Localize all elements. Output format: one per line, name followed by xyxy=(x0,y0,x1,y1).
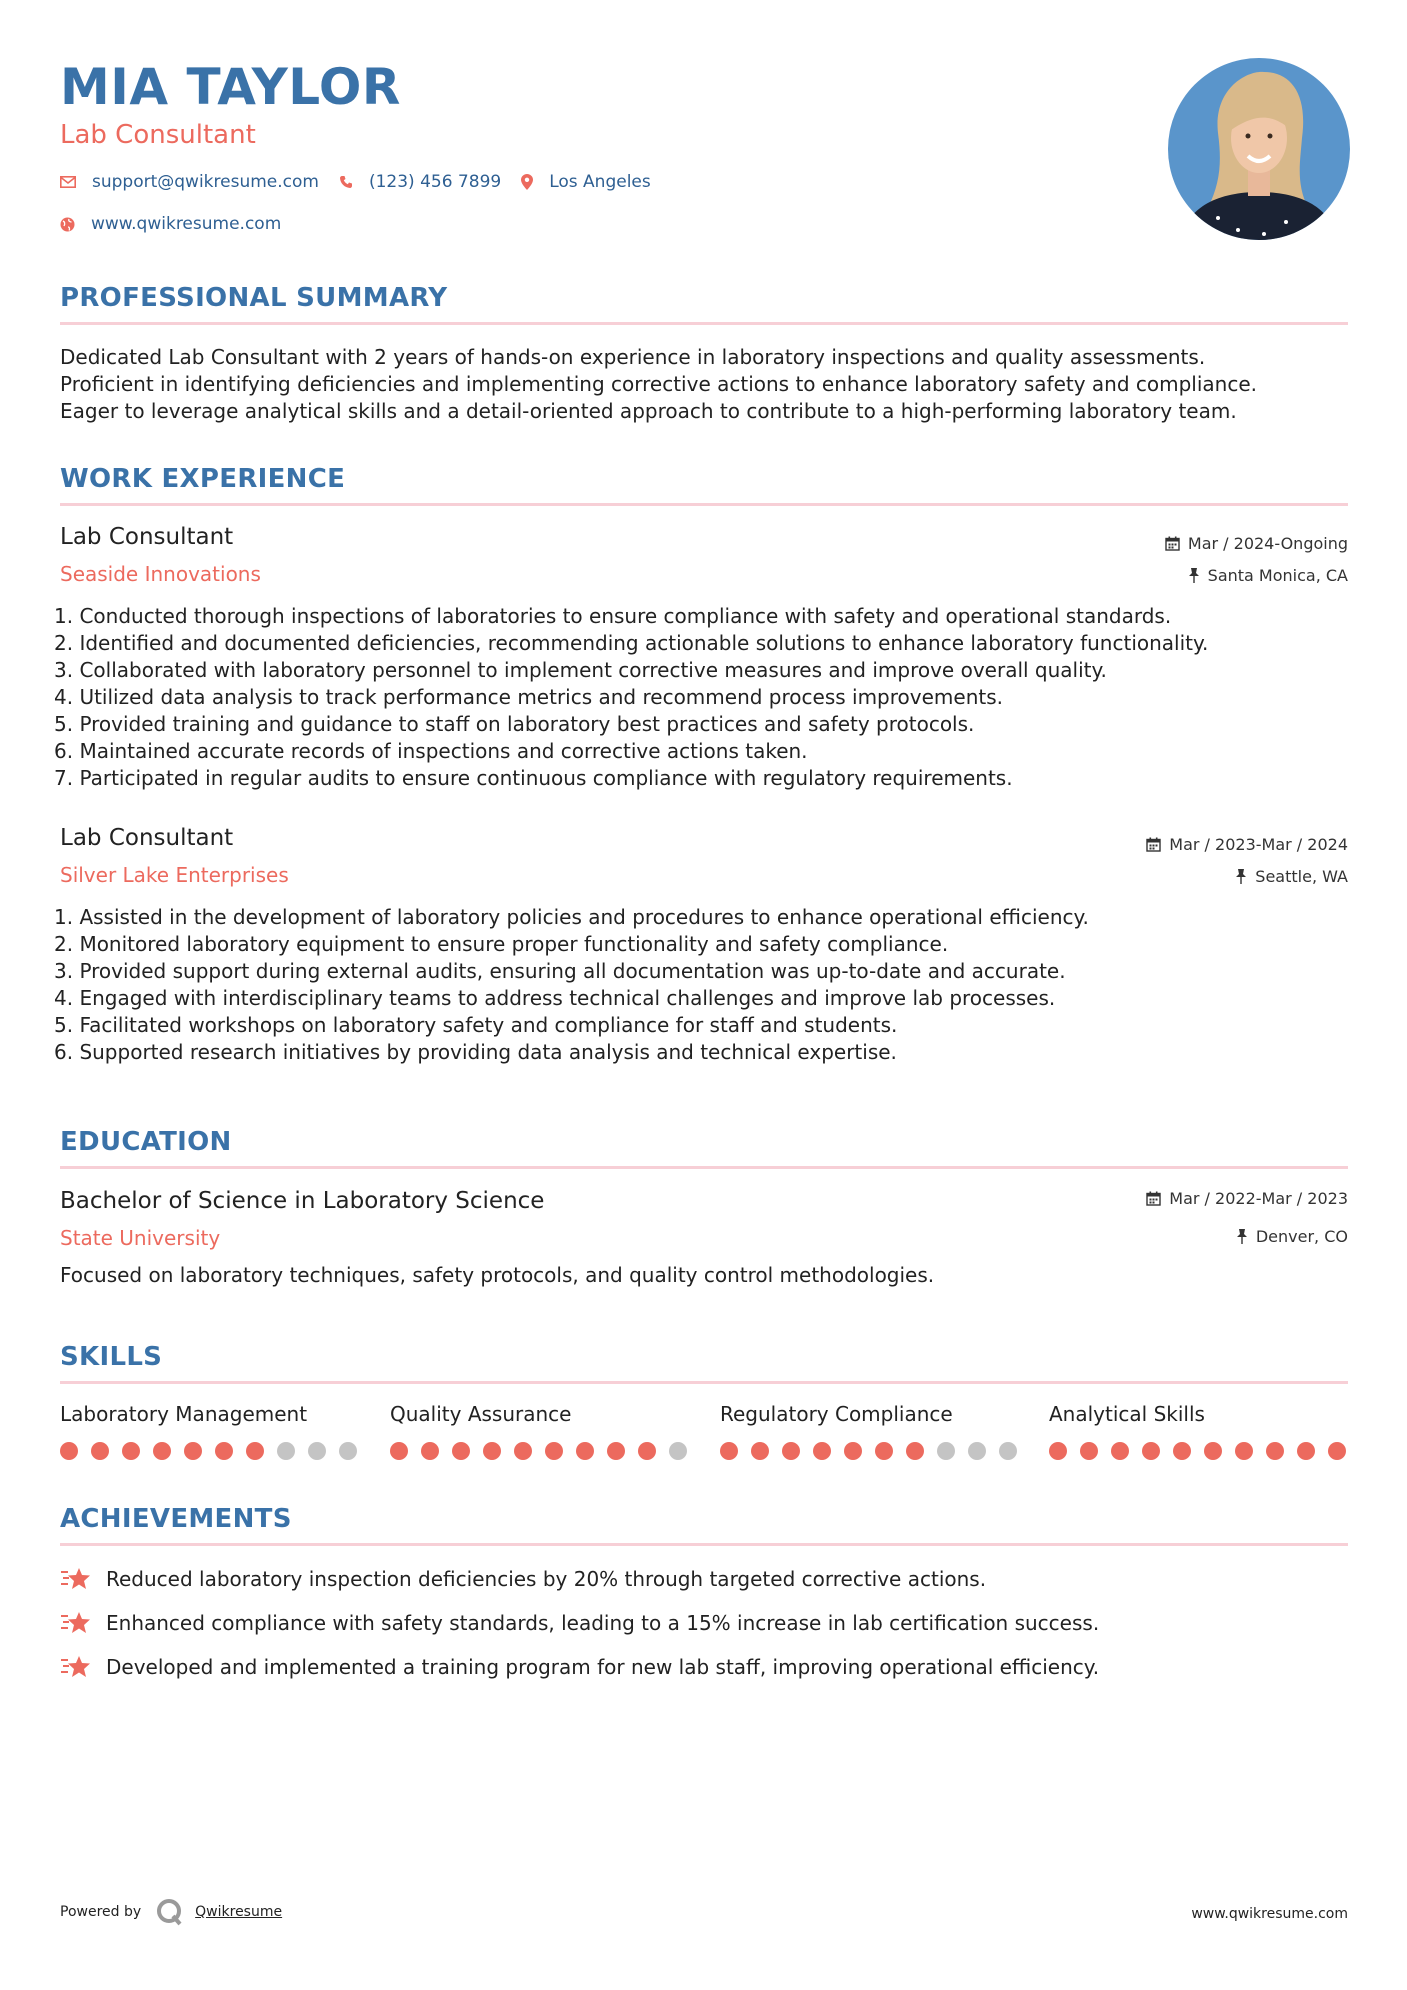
skill-dot-filled xyxy=(122,1442,140,1460)
powered-by xyxy=(60,1898,282,1926)
achievement-text: Reduced laboratory inspection deficiencies by 20% through targeted corrective actions. xyxy=(106,1567,987,1591)
skill-dot-filled xyxy=(1235,1442,1253,1460)
job-location-text: Seattle, WA xyxy=(1255,867,1348,886)
skill-dot-filled xyxy=(421,1442,439,1460)
skill-dot-filled xyxy=(1266,1442,1284,1460)
job-location xyxy=(1235,867,1348,886)
skill-dot-filled xyxy=(153,1442,171,1460)
skill-dot-empty xyxy=(968,1442,986,1460)
candidate-name: MIA TAYLOR xyxy=(60,58,401,116)
education-description: Focused on laboratory techniques, safety protocols, and quality control methodologies. xyxy=(60,1263,935,1287)
bullet-item: 6. Maintained accurate records of inspections and corrective actions taken. xyxy=(54,739,808,763)
skill-dot-filled xyxy=(91,1442,109,1460)
contact-row-2 xyxy=(60,214,301,234)
achievements-divider xyxy=(60,1543,1348,1546)
website-text: www.qwikresume.com xyxy=(91,214,282,234)
skill-rating xyxy=(720,1442,1017,1460)
calendar-icon xyxy=(1146,1191,1161,1206)
skill-rating xyxy=(390,1442,687,1460)
star-icon xyxy=(60,1566,92,1592)
email-text: support@qwikresume.com xyxy=(92,172,319,192)
skill-dot-filled xyxy=(813,1442,831,1460)
skill-name: Laboratory Management xyxy=(60,1402,308,1426)
skill-dot-filled xyxy=(875,1442,893,1460)
experience-divider xyxy=(60,503,1348,506)
globe-icon xyxy=(60,217,75,232)
email-item[interactable] xyxy=(60,172,319,192)
skill-dot-filled xyxy=(246,1442,264,1460)
footer-website[interactable]: www.qwikresume.com xyxy=(1191,1906,1348,1922)
bullet-item: 4. Utilized data analysis to track performance metrics and recommend process improvements. xyxy=(54,685,1003,709)
bullet-item: 3. Collaborated with laboratory personnel to implement corrective measures and improve overall quality. xyxy=(54,658,1107,682)
skill-dot-filled xyxy=(514,1442,532,1460)
skill-dot-filled xyxy=(390,1442,408,1460)
contact-row-1 xyxy=(60,172,671,192)
skill-dot-filled xyxy=(576,1442,594,1460)
skill-dot-filled xyxy=(184,1442,202,1460)
bullet-item: 2. Monitored laboratory equipment to ensure proper functionality and safety compliance. xyxy=(54,932,949,956)
skill-dot-filled xyxy=(1049,1442,1067,1460)
bullet-item: 4. Engaged with interdisciplinary teams to address technical challenges and improve lab processes. xyxy=(54,986,1056,1010)
skill-dot-filled xyxy=(906,1442,924,1460)
skill-dot-filled xyxy=(1204,1442,1222,1460)
job-dates xyxy=(1165,534,1348,553)
pushpin-icon xyxy=(1188,568,1200,583)
skill-name: Analytical Skills xyxy=(1049,1402,1205,1426)
skill-dot-empty xyxy=(277,1442,295,1460)
job-location-text: Santa Monica, CA xyxy=(1207,566,1348,585)
job-dates-text: Mar / 2023-Mar / 2024 xyxy=(1169,835,1348,854)
bullet-item: 6. Supported research initiatives by providing data analysis and technical expertise. xyxy=(54,1040,897,1064)
achievements-heading: ACHIEVEMENTS xyxy=(60,1504,292,1534)
education-dates xyxy=(1146,1189,1348,1208)
skill-name: Quality Assurance xyxy=(390,1402,572,1426)
skill-dot-filled xyxy=(720,1442,738,1460)
skill-name: Regulatory Compliance xyxy=(720,1402,953,1426)
location-text: Los Angeles xyxy=(549,172,651,192)
education-location xyxy=(1236,1227,1348,1246)
calendar-icon xyxy=(1146,837,1161,852)
skill-dot-empty xyxy=(339,1442,357,1460)
job-bullets xyxy=(54,603,1354,792)
job-dates xyxy=(1146,835,1348,854)
skill-dot-filled xyxy=(545,1442,563,1460)
degree-title: Bachelor of Science in Laboratory Science xyxy=(60,1188,545,1214)
map-pin-icon xyxy=(521,174,533,190)
job-location xyxy=(1188,566,1348,585)
bullet-item: 5. Provided training and guidance to staff on laboratory best practices and safety protocols. xyxy=(54,712,975,736)
job-bullets xyxy=(54,904,1354,1066)
qwikresume-logo-icon xyxy=(155,1898,185,1926)
skill-dot-filled xyxy=(1173,1442,1191,1460)
skill-dot-filled xyxy=(1080,1442,1098,1460)
bullet-item: 1. Conducted thorough inspections of laboratories to ensure compliance with safety and operational standards. xyxy=(54,604,1172,628)
job-title: Lab Consultant xyxy=(60,825,234,851)
skill-dot-filled xyxy=(638,1442,656,1460)
education-heading: EDUCATION xyxy=(60,1127,232,1157)
education-location-text: Denver, CO xyxy=(1255,1227,1348,1246)
job-dates-text: Mar / 2024-Ongoing xyxy=(1187,534,1348,553)
achievement-item xyxy=(60,1654,1099,1680)
skill-dot-filled xyxy=(844,1442,862,1460)
skill-dot-filled xyxy=(1142,1442,1160,1460)
education-dates-text: Mar / 2022-Mar / 2023 xyxy=(1169,1189,1348,1208)
skill-dot-filled xyxy=(751,1442,769,1460)
skills-divider xyxy=(60,1381,1348,1384)
skill-dot-filled xyxy=(782,1442,800,1460)
bullet-item: 7. Participated in regular audits to ensure continuous compliance with regulatory requirements. xyxy=(54,766,1013,790)
achievement-text: Developed and implemented a training program for new lab staff, improving operational efficiency. xyxy=(106,1655,1100,1679)
bullet-item: 1. Assisted in the development of laboratory policies and procedures to enhance operational efficiency. xyxy=(54,905,1089,929)
calendar-icon xyxy=(1165,536,1180,551)
education-divider xyxy=(60,1166,1348,1169)
skill-dot-filled xyxy=(60,1442,78,1460)
job-company: Silver Lake Enterprises xyxy=(60,863,289,887)
skill-rating xyxy=(1049,1442,1346,1460)
skill-dot-filled xyxy=(483,1442,501,1460)
powered-by-label: Powered by xyxy=(60,1904,142,1920)
summary-line: Eager to leverage analytical skills and a detail-oriented approach to contribute to a high-performing laboratory team. xyxy=(60,399,1237,423)
skill-dot-filled xyxy=(1297,1442,1315,1460)
summary-heading: PROFESSIONAL SUMMARY xyxy=(60,283,448,313)
bullet-item: 3. Provided support during external audits, ensuring all documentation was up-to-date and accurate. xyxy=(54,959,1066,983)
phone-item[interactable] xyxy=(339,172,501,192)
summary-text xyxy=(60,344,1360,425)
bullet-item: 2. Identified and documented deficiencies, recommending actionable solutions to enhance laboratory functionality. xyxy=(54,631,1209,655)
skill-dot-empty xyxy=(669,1442,687,1460)
job-company: Seaside Innovations xyxy=(60,562,261,586)
job-title: Lab Consultant xyxy=(60,524,234,550)
skills-heading: SKILLS xyxy=(60,1342,163,1372)
skill-dot-empty xyxy=(999,1442,1017,1460)
mail-icon xyxy=(60,176,76,188)
skill-rating xyxy=(60,1442,357,1460)
skill-dot-filled xyxy=(607,1442,625,1460)
star-icon xyxy=(60,1654,92,1680)
pushpin-icon xyxy=(1235,869,1247,884)
summary-line: Dedicated Lab Consultant with 2 years of hands-on experience in laboratory inspections and quality assessments. xyxy=(60,345,1206,369)
candidate-role: Lab Consultant xyxy=(60,120,256,150)
profile-photo xyxy=(1168,58,1350,240)
experience-heading: WORK EXPERIENCE xyxy=(60,464,346,494)
qwikresume-link[interactable]: Qwikresume xyxy=(195,1904,283,1920)
skill-dot-filled xyxy=(215,1442,233,1460)
summary-divider xyxy=(60,322,1348,325)
achievement-item xyxy=(60,1610,1099,1636)
school-name: State University xyxy=(60,1226,221,1250)
phone-icon xyxy=(339,175,353,189)
skill-dot-empty xyxy=(937,1442,955,1460)
phone-text: (123) 456 7899 xyxy=(368,172,502,192)
bullet-item: 5. Facilitated workshops on laboratory safety and compliance for staff and students. xyxy=(54,1013,898,1037)
star-icon xyxy=(60,1610,92,1636)
skill-dot-filled xyxy=(1111,1442,1129,1460)
achievement-text: Enhanced compliance with safety standards, leading to a 15% increase in lab certification success. xyxy=(106,1611,1100,1635)
achievement-item xyxy=(60,1566,986,1592)
skill-dot-empty xyxy=(308,1442,326,1460)
website-item[interactable] xyxy=(60,214,281,234)
summary-line: Proficient in identifying deficiencies and implementing corrective actions to enhance laboratory safety and compliance. xyxy=(60,372,1258,396)
pushpin-icon xyxy=(1236,1229,1248,1244)
skill-dot-filled xyxy=(452,1442,470,1460)
skill-dot-filled xyxy=(1328,1442,1346,1460)
location-item xyxy=(521,172,651,192)
